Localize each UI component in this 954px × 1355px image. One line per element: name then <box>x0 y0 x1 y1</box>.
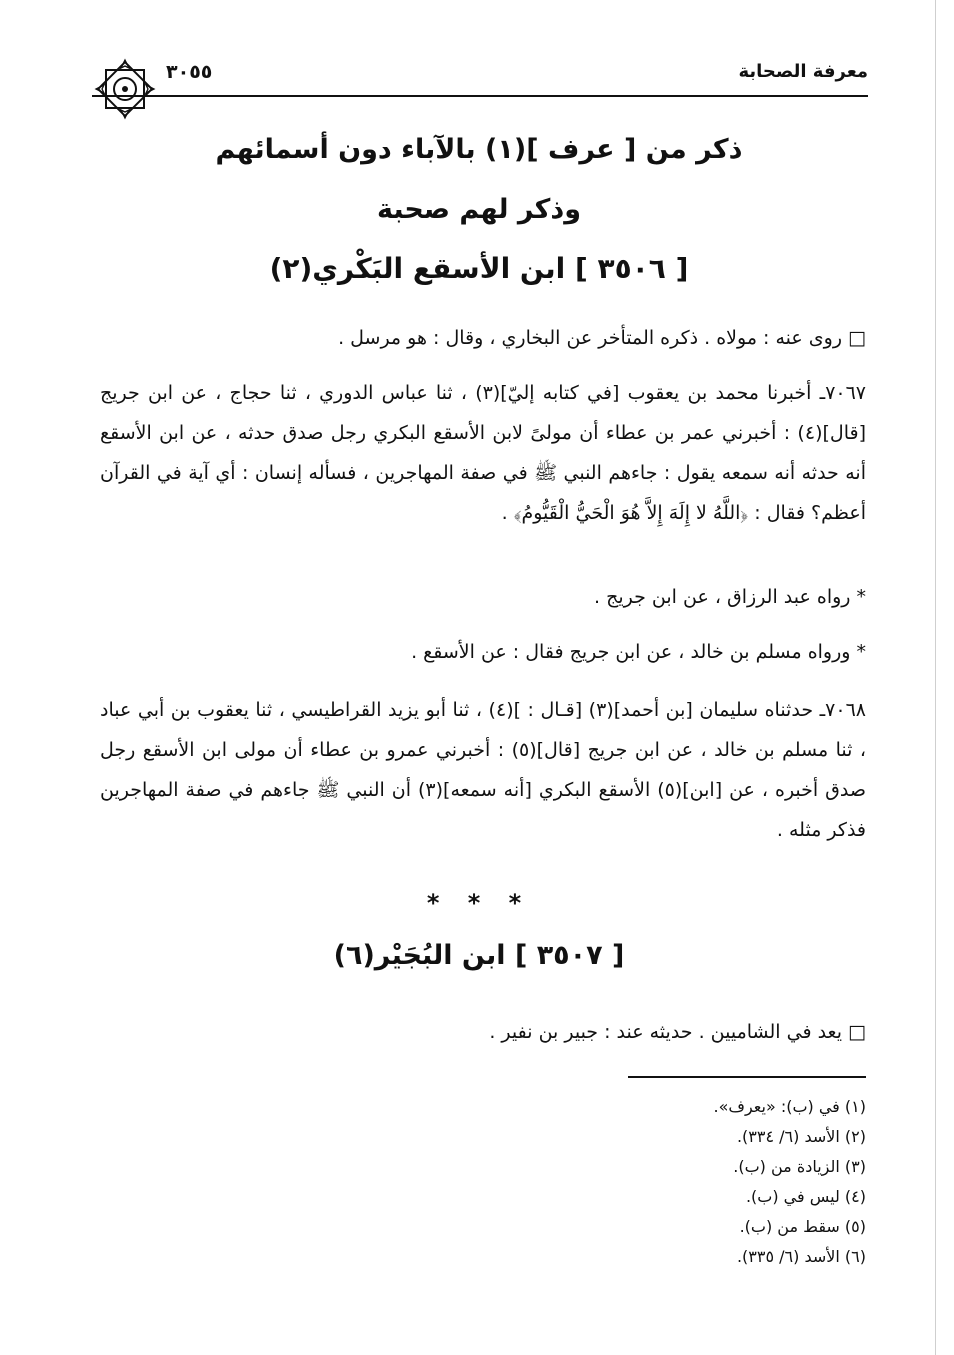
footnote-item: (٤) ليس في (ب). <box>745 1187 866 1206</box>
footnote-rule <box>628 1076 866 1078</box>
running-title: معرفة الصحابة <box>738 61 868 82</box>
footnote-item: (١) في (ب): «يعرف». <box>713 1097 866 1116</box>
running-header <box>92 55 868 97</box>
paragraph-hadith-7068: ٧٠٦٨ـ حدثناه سليمان [بن أحمد](٣) [قـال : ](٤) ، ثنا أبو يزيد القراطيسي ، ثنا يعقوب بن أبي عباد ، ثنا مسلم بن خالد ، عن ابن جريج [قال](٥) : أخبرني عمرو بن عطاء أن مولى ابن الأسقع رجل صدق أخبره ، عن [ابن](٥) الأسقع البكري [أنه سمعه](٣) أن النبي ﷺ جاءهم في صفة المهاجرين فذكر مثله . <box>100 699 867 841</box>
footnote-item: (٣) الزيادة من (ب). <box>733 1157 866 1176</box>
section-title-line-2: وذكر لهم صحبة <box>376 194 582 225</box>
paragraph-narration-abdulrazzaq: * رواه عبد الرزاق ، عن ابن جريج . <box>594 586 866 608</box>
section-title-line-1: ذكر من [ عرف ](١) بالآباء دون أسمائهم <box>215 134 743 165</box>
page-number: ٣٠٥٥ <box>166 61 213 83</box>
footnotes-list <box>466 1092 866 1272</box>
paragraph-shami-note: □ يعد في الشاميين . حديثه عند : جبير بن نفير . <box>489 1021 866 1043</box>
footnote-item: (٢) الأسد (٦/ ٣٣٤). <box>736 1127 866 1146</box>
ornament-icon <box>92 56 158 122</box>
entry-heading-3507: [ ٣٥٠٧ ] ابن البُجَيْر(٦) <box>333 940 625 971</box>
section-separator: * * * <box>426 889 532 917</box>
footnote-item: (٦) الأسد (٦/ ٣٣٥). <box>736 1247 866 1266</box>
footnote-item: (٥) سقط من (ب). <box>739 1217 866 1236</box>
paragraph-hadith-7067: ٧٠٦٧ـ أخبرنا محمد بن يعقوب [في كتابه إليّ](٣) ، ثنا عباس الدوري ، ثنا حجاج ، عن ابن جريج [قال](٤) : أخبرني عمر بن عطاء أن مولىً لابن الأسقع البكري رجل صدق حدثه ، عن ابن الأسقع أنه حدثه أنه سمعه يقول : جاءهم النبي ﷺ في صفة المهاجرين ، فسأله إنسان : أي آية في القرآن أعظم؟ فقال : ﴿اللَّهُ لا إِلَهَ إِلاَّ هُوَ الْحَيُّ الْقَيُّومُ﴾ . <box>100 382 867 524</box>
paragraph-narrator-note: □ روى عنه : مولاه . ذكره المتأخر عن البخاري ، وقال : هو مرسل . <box>338 327 866 349</box>
page-edge-line <box>935 0 936 1355</box>
paragraph-narration-muslim: * ورواه مسلم بن خالد ، عن ابن جريج فقال : عن الأسقع . <box>411 641 866 663</box>
entry-heading-3506: [ ٣٥٠٦ ] ابن الأسقع البَكْري(٢) <box>269 252 689 285</box>
